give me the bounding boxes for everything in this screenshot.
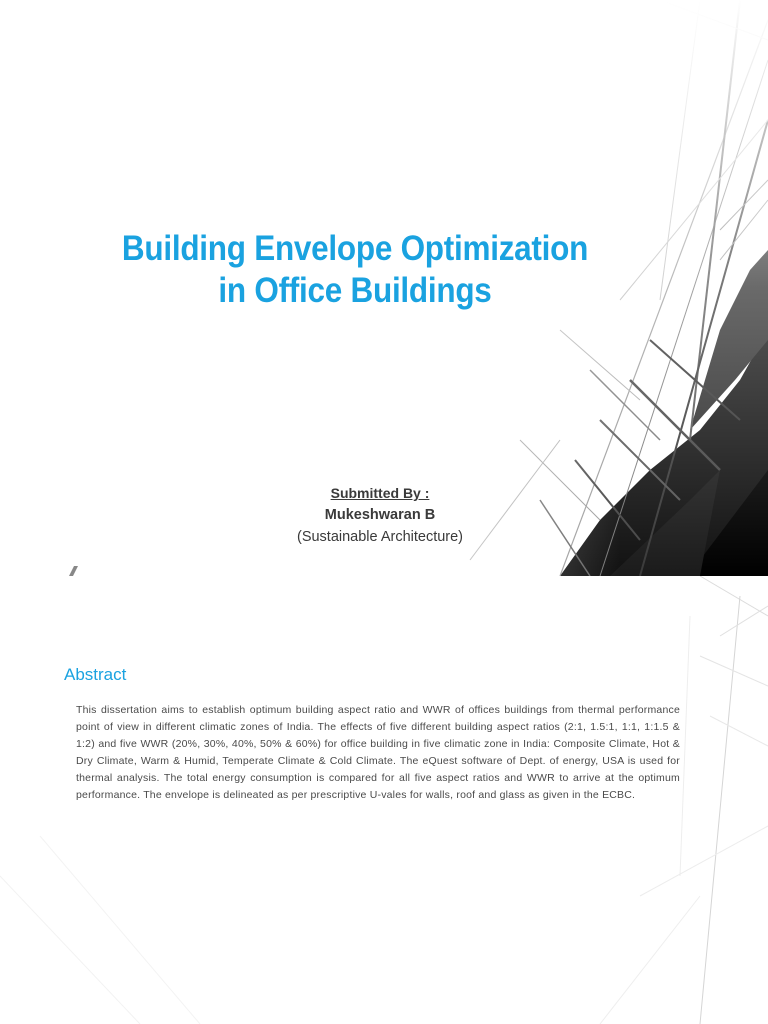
author-name: Mukeshwaran B <box>324 507 436 523</box>
author-department: (Sustainable Architecture) <box>296 529 464 545</box>
abstract-heading: Abstract <box>64 665 127 684</box>
submitted-by-label: Submitted By : <box>330 485 430 501</box>
submitted-by-block <box>230 482 530 548</box>
abstract-slide <box>0 576 768 1024</box>
title-line-2: in Office Buildings <box>218 271 492 310</box>
presentation-title <box>72 228 639 312</box>
abstract-body: This dissertation aims to establish optimum building aspect ratio and WWR of offices buildings from thermal performance point of view in different climatic zones of India. The effects of five different building aspect ratios (2:1, 1.5:1, 1:1, 1:1.5 & 1:2) and five WWR (20%, 30%, 40%, 50% & 60%) for office building in five climatic zone in India: Composite Climate, Hot & Dry Climate, Warm & Humid, Temperate Climate & Cold Climate. The eQuest software of Dept. of energy, USA is used for thermal analysis. The total energy consumption is compared for all five aspect ratios and WWR to arrive at the optimum performance. The envelope is delineated as per prescriptive U-vales for walls, roof and glass as given in the ECBC. <box>76 704 680 801</box>
title-line-1: Building Envelope Optimization <box>121 229 589 268</box>
